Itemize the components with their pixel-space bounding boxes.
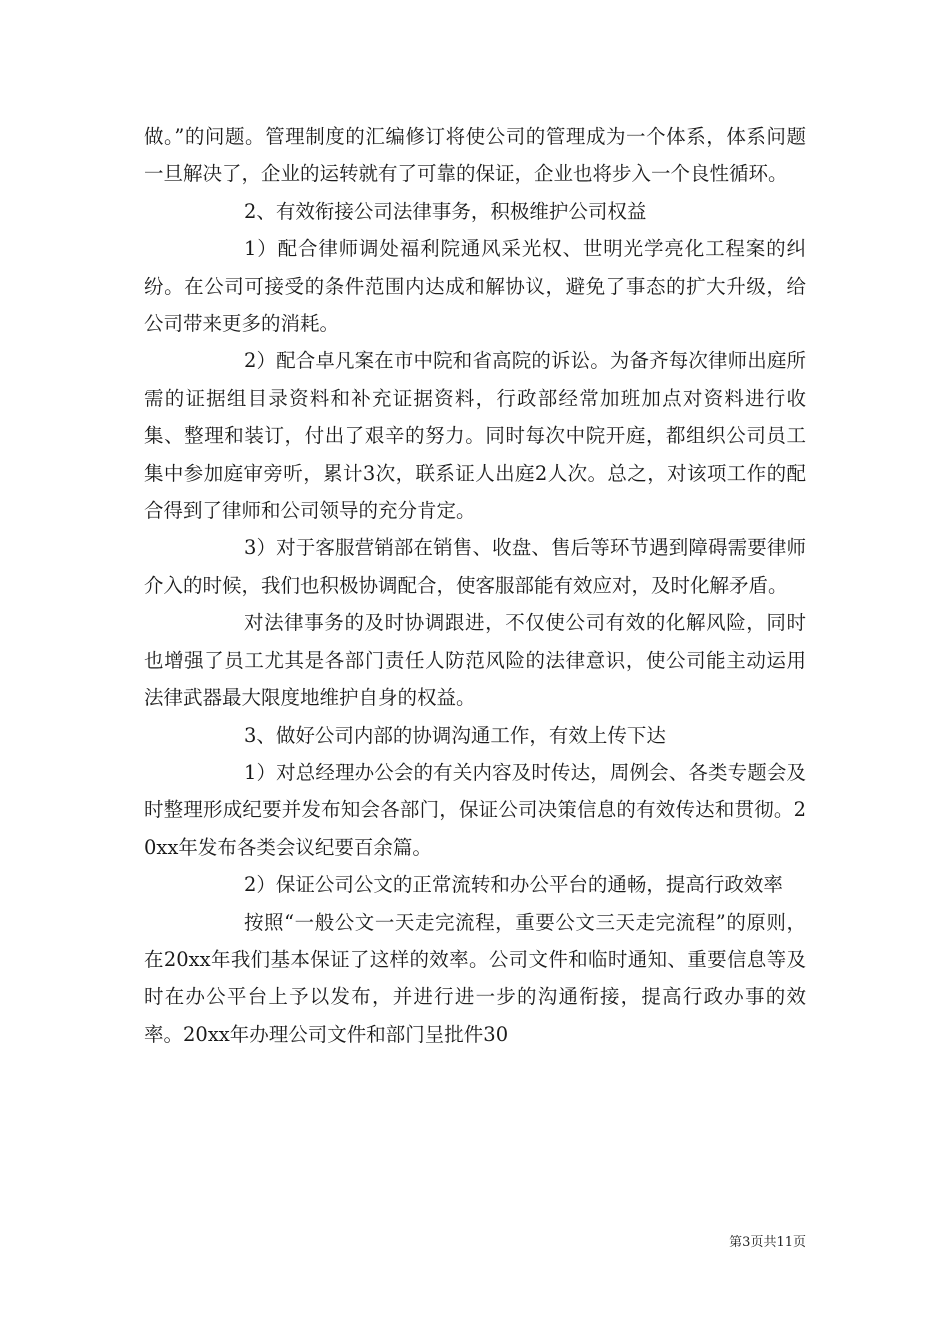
paragraph-2-1: 1）配合律师调处福利院通风采光权、世明光学亮化工程案的纠纷。在公司可接受的条件范围内达成和解协议，避免了事态的扩大升级，给公司带来更多的消耗。 bbox=[144, 237, 806, 336]
paragraph-2-3: 3）对于客服营销部在销售、收盘、售后等环节遇到障碍需要律师介入的时候，我们也积极协调配合，使客服部能有效应对，及时化解矛盾。 bbox=[144, 536, 806, 597]
document-body bbox=[144, 118, 806, 1053]
paragraph-legal-summary: 对法律事务的及时协调跟进，不仅使公司有效的化解风险，同时也增强了员工尤其是各部门责任人防范风险的法律意识，使公司能主动运用法律武器最大限度地维护自身的权益。 bbox=[144, 611, 806, 710]
paragraph-2-2: 2）配合卓凡案在市中院和省高院的诉讼。为备齐每次律师出庭所需的证据组目录资料和补充证据资料，行政部经常加班加点对资料进行收集、整理和装订，付出了艰辛的努力。同时每次中院开庭，都组织公司员工集中参加庭审旁听，累计3次，联系证人出庭2人次。总之，对该项工作的配合得到了律师和公司领导的充分肯定。 bbox=[144, 349, 806, 523]
paragraph-3-2: 2）保证公司公文的正常流转和办公平台的通畅，提高行政效率 bbox=[244, 873, 783, 897]
page-number-footer: 第3页共11页 bbox=[729, 1235, 806, 1250]
paragraph-efficiency: 按照“一般公文一天走完流程，重要公文三天走完流程”的原则，在20xx年我们基本保证了这样的效率。公司文件和临时通知、重要信息等及时在办公平台上予以发布，并进行进一步的沟通衔接，提高行政办事的效率。20xx年办理公司文件和部门呈批件30 bbox=[144, 910, 806, 1046]
section-heading-3: 3、做好公司内部的协调沟通工作，有效上传下达 bbox=[244, 723, 666, 747]
section-heading-2: 2、有效衔接公司法律事务，积极维护公司权益 bbox=[244, 199, 647, 223]
paragraph-continuation: 做。”的问题。管理制度的汇编修订将使公司的管理成为一个体系，体系问题一旦解决了，企业的运转就有了可靠的保证，企业也将步入一个良性循环。 bbox=[144, 125, 806, 186]
paragraph-3-1: 1）对总经理办公会的有关内容及时传达，周例会、各类专题会及时整理形成纪要并发布知会各部门，保证公司决策信息的有效传达和贯彻。20xx年发布各类会议纪要百余篇。 bbox=[144, 760, 806, 859]
